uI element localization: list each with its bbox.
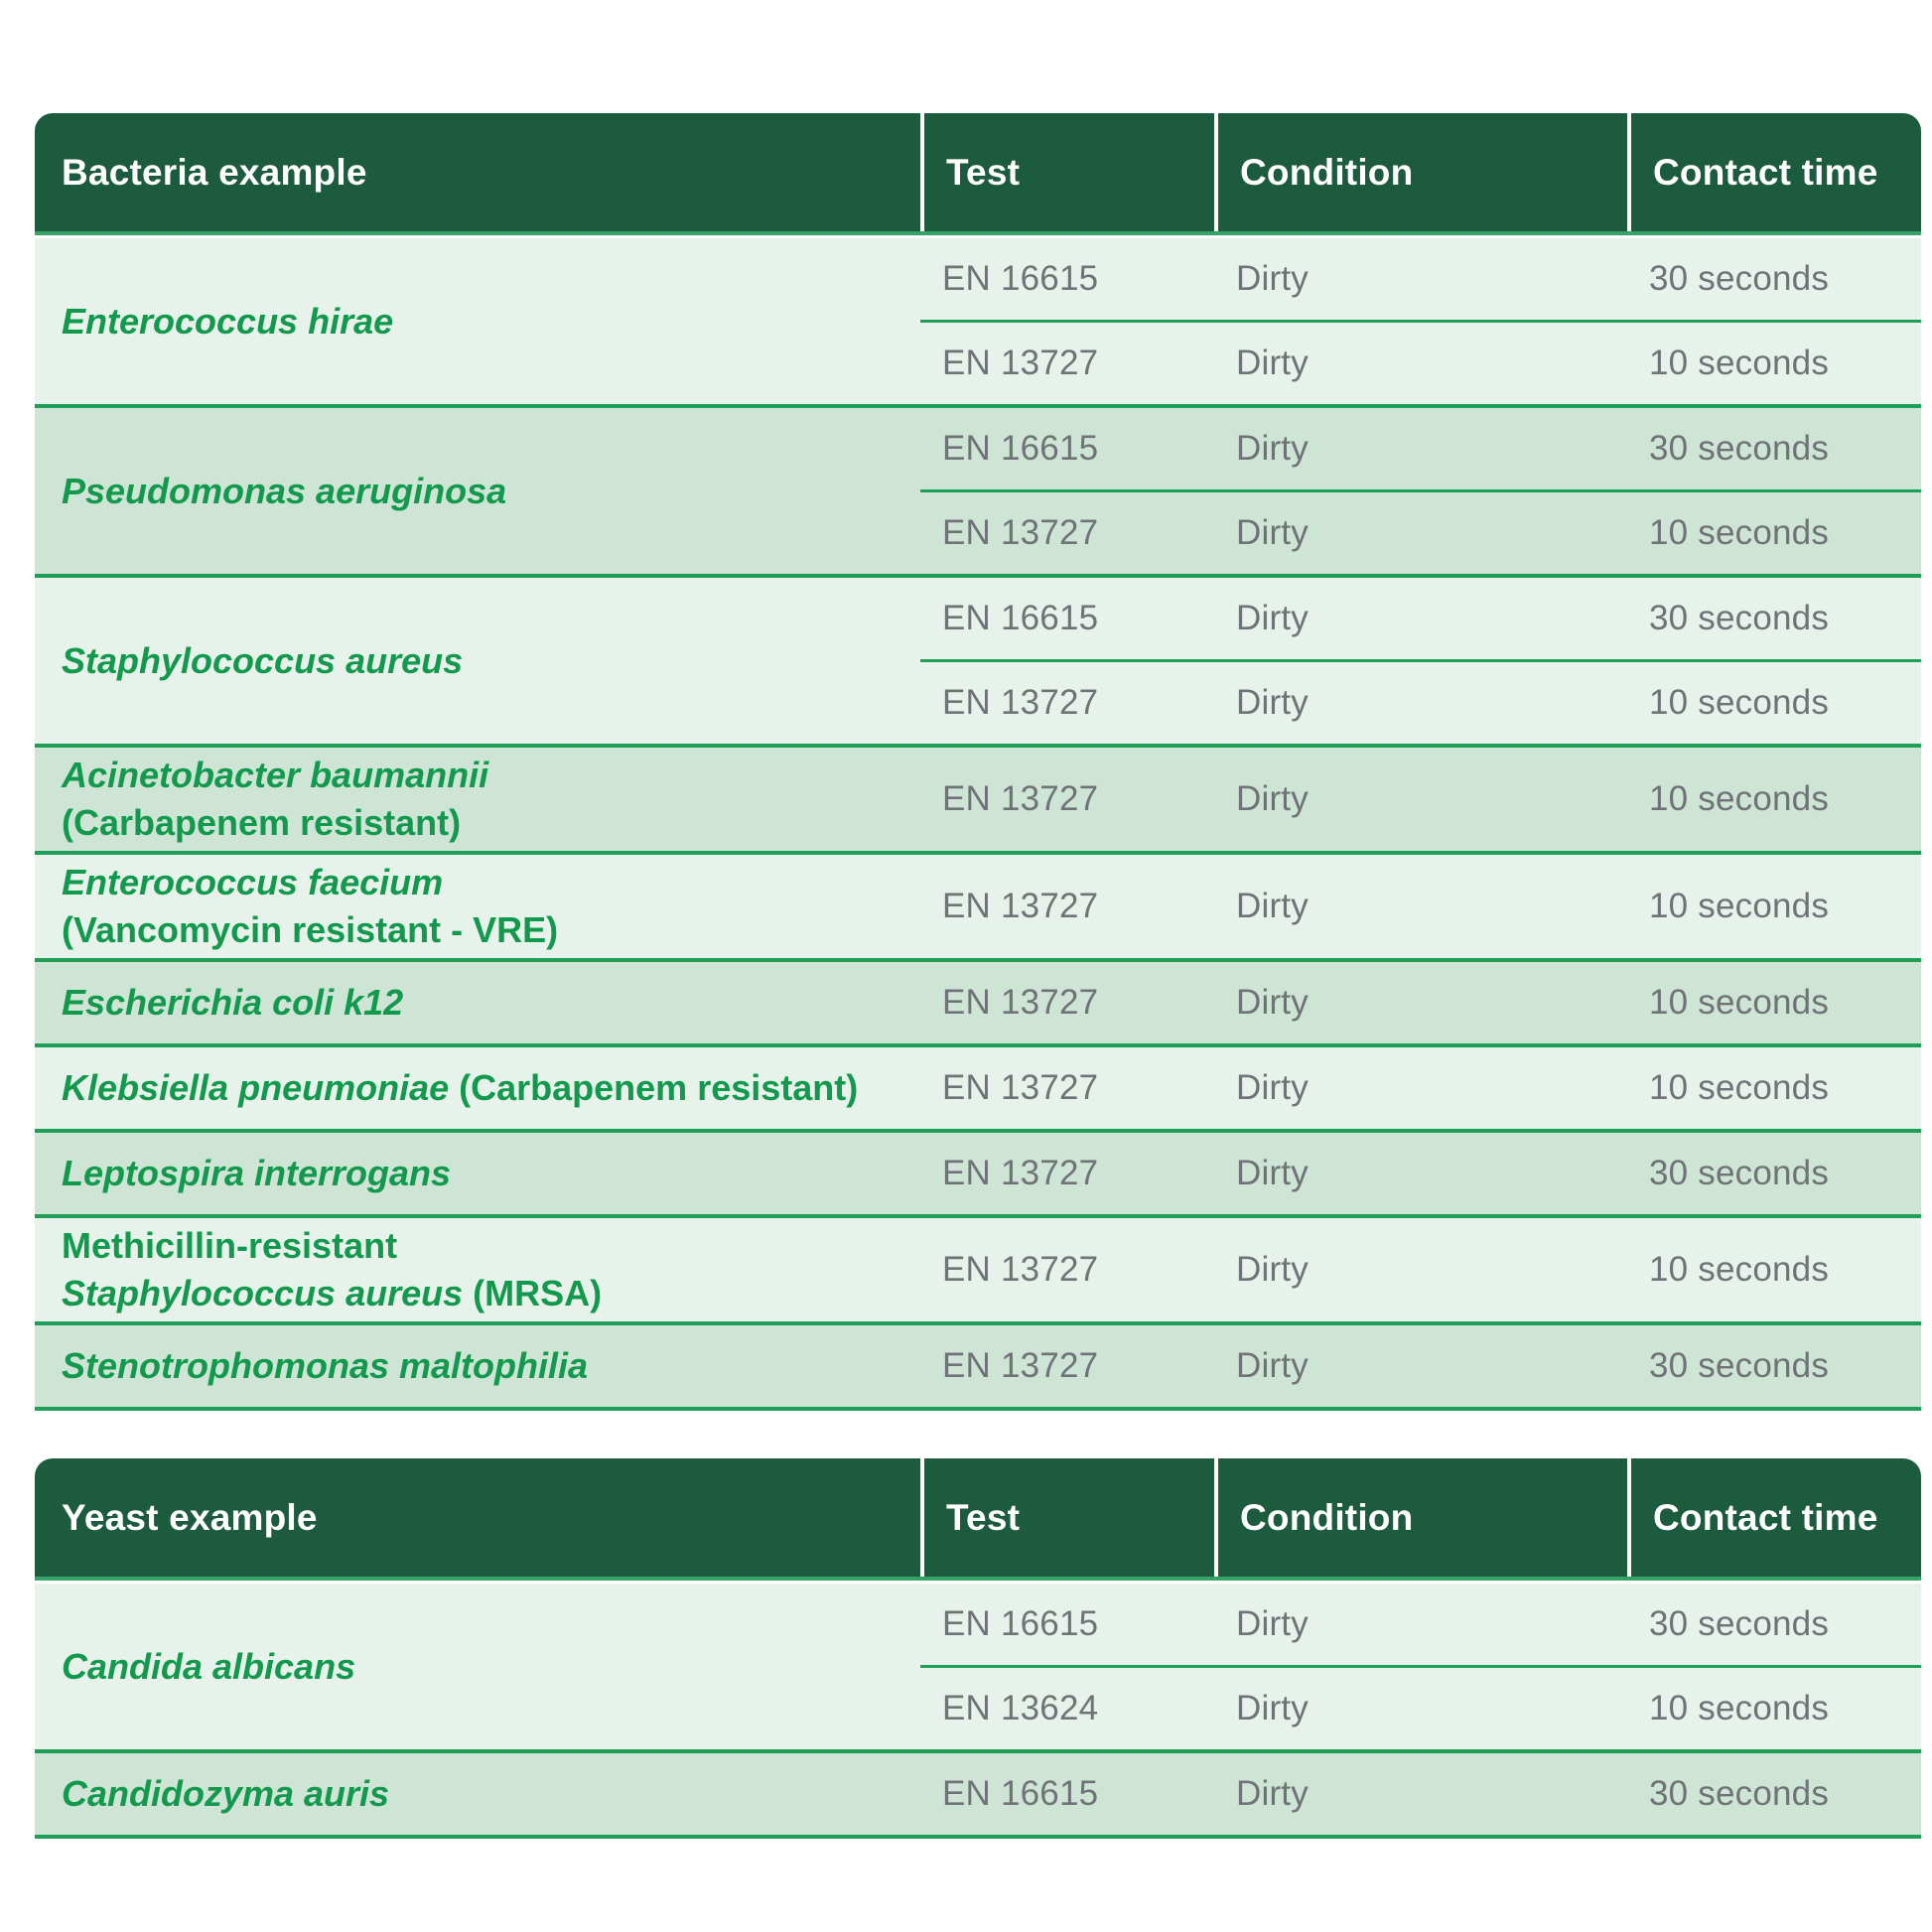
contact-time-cell: 30 seconds	[1649, 1604, 1830, 1643]
condition-cell: Dirty	[1236, 1689, 1309, 1727]
test-result-row	[920, 1753, 1921, 1835]
organism-name	[62, 1770, 389, 1818]
condition-cell: Dirty	[1236, 887, 1309, 925]
test-results	[920, 1325, 1921, 1407]
test-results	[920, 748, 1921, 851]
test-cell: EN 13727	[942, 983, 1099, 1022]
organism-name	[62, 1064, 858, 1112]
test-results	[920, 1133, 1921, 1214]
organism-name-cell	[35, 578, 920, 744]
test-cell: EN 13624	[942, 1689, 1099, 1727]
condition-cell: Dirty	[1236, 599, 1309, 637]
contact-time-cell: 10 seconds	[1649, 513, 1830, 552]
organism-name	[62, 1342, 588, 1390]
organism-name-cell	[35, 855, 920, 958]
organism-name-italic-part: Klebsiella pneumoniae	[62, 1067, 450, 1109]
test-cell: EN 16615	[942, 1774, 1099, 1813]
organism-name-plain-part: (Carbapenem resistant)	[449, 1067, 859, 1109]
table-row-group	[35, 1047, 1921, 1133]
condition-cell: Dirty	[1236, 1604, 1309, 1643]
test-result-row	[920, 578, 1921, 659]
table-header-row	[35, 113, 1921, 235]
test-cell: EN 13727	[942, 887, 1099, 925]
test-cell: EN 16615	[942, 599, 1099, 637]
test-result-row	[920, 659, 1921, 744]
organism-name-cell	[35, 1047, 920, 1129]
condition-cell: Dirty	[1236, 779, 1309, 818]
organism-name	[62, 637, 463, 685]
contact-time-cell: 10 seconds	[1649, 1068, 1830, 1107]
organism-name	[62, 298, 393, 345]
contact-time-cell: 30 seconds	[1649, 259, 1830, 298]
organism-name-italic-part: Leptospira interrogans	[62, 1153, 452, 1194]
test-cell: EN 13727	[942, 1154, 1099, 1192]
condition-cell: Dirty	[1236, 1154, 1309, 1192]
header-cell-yeast-example: Yeast example	[62, 1496, 318, 1538]
organism-name-plain-part: (Carbapenem resistant)	[62, 802, 462, 843]
organism-name-italic-part: Candidozyma auris	[62, 1773, 390, 1815]
test-cell: EN 13727	[942, 1068, 1099, 1107]
test-results	[920, 238, 1921, 404]
organism-name-cell	[35, 408, 920, 574]
test-results	[920, 962, 1921, 1043]
organism-name-cell	[35, 1218, 920, 1321]
condition-cell: Dirty	[1236, 429, 1309, 468]
test-result-row	[920, 1133, 1921, 1214]
test-cell: EN 16615	[942, 1604, 1099, 1643]
organism-name-cell	[35, 1584, 920, 1749]
contact-time-cell: 10 seconds	[1649, 983, 1830, 1022]
test-result-row	[920, 489, 1921, 574]
condition-cell: Dirty	[1236, 513, 1309, 552]
organism-name-italic-part: Escherichia coli k12	[62, 982, 404, 1024]
organism-name	[62, 859, 558, 953]
yeast-efficacy-table	[35, 1458, 1921, 1839]
organism-name-italic-part: Candida albicans	[62, 1645, 356, 1687]
test-cell: EN 13727	[942, 683, 1099, 722]
test-cell: EN 16615	[942, 429, 1099, 468]
test-results	[920, 1753, 1921, 1835]
organism-name-cell	[35, 1753, 920, 1835]
organism-name	[62, 1150, 451, 1197]
test-result-row	[920, 855, 1921, 958]
header-cell-test: Test	[920, 113, 1214, 231]
contact-time-cell: 10 seconds	[1649, 344, 1830, 382]
organism-name-italic-part: Acinetobacter baumannii	[62, 755, 489, 796]
organism-name-cell	[35, 962, 920, 1043]
condition-cell: Dirty	[1236, 259, 1309, 298]
test-result-row	[920, 748, 1921, 851]
test-result-row	[920, 1584, 1921, 1665]
test-cell: EN 16615	[942, 259, 1099, 298]
table-row-group	[35, 855, 1921, 962]
organism-name-plain-part: (Vancomycin resistant - VRE)	[62, 909, 559, 950]
table-header-row	[35, 1458, 1921, 1581]
contact-time-cell: 10 seconds	[1649, 887, 1830, 925]
test-cell: EN 13727	[942, 779, 1099, 818]
test-cell: EN 13727	[942, 344, 1099, 382]
contact-time-cell: 30 seconds	[1649, 1154, 1830, 1192]
condition-cell: Dirty	[1236, 1068, 1309, 1107]
test-results	[920, 1584, 1921, 1749]
organism-name	[62, 752, 488, 846]
test-cell: EN 13727	[942, 1250, 1099, 1289]
organism-name-italic-part: Enterococcus hirae	[62, 300, 394, 342]
table-row-group	[35, 748, 1921, 855]
test-result-row	[920, 1047, 1921, 1129]
header-cell-condition: Condition	[1214, 1458, 1627, 1577]
header-cell-condition: Condition	[1214, 113, 1627, 231]
contact-time-cell: 30 seconds	[1649, 429, 1830, 468]
table-row-group	[35, 1218, 1921, 1325]
organism-name	[62, 979, 403, 1027]
condition-cell: Dirty	[1236, 1346, 1309, 1385]
organism-name-italic-part: Staphylococcus aureus	[62, 639, 464, 681]
contact-time-cell: 10 seconds	[1649, 1689, 1830, 1727]
table-row-group	[35, 962, 1921, 1047]
organism-name	[62, 468, 506, 515]
table-row-group	[35, 1133, 1921, 1218]
organism-name	[62, 1643, 355, 1691]
condition-cell: Dirty	[1236, 344, 1309, 382]
test-cell: EN 13727	[942, 513, 1099, 552]
organism-name-plain-part: (MRSA)	[463, 1273, 603, 1313]
header-cell-contact-time: Contact time	[1627, 113, 1921, 231]
table-row-group	[35, 1584, 1921, 1753]
organism-name-cell	[35, 1133, 920, 1214]
test-results	[920, 408, 1921, 574]
contact-time-cell: 30 seconds	[1649, 599, 1830, 637]
datasheet-page	[35, 113, 1921, 1839]
test-results	[920, 578, 1921, 744]
test-cell: EN 13727	[942, 1346, 1099, 1385]
contact-time-cell: 30 seconds	[1649, 1774, 1830, 1813]
header-cell-contact-time: Contact time	[1627, 1458, 1921, 1577]
contact-time-cell: 30 seconds	[1649, 1346, 1830, 1385]
table-row-group	[35, 238, 1921, 408]
organism-name-italic-part: Staphylococcus aureus	[62, 1273, 464, 1313]
bacteria-efficacy-table	[35, 113, 1921, 1411]
header-cell-test: Test	[920, 1458, 1214, 1577]
organism-name-italic-part: Stenotrophomonas maltophilia	[62, 1345, 589, 1387]
test-result-row	[920, 238, 1921, 320]
test-result-row	[920, 1218, 1921, 1321]
organism-name-italic-part: Pseudomonas aeruginosa	[62, 470, 507, 511]
organism-name-cell	[35, 1325, 920, 1407]
organism-name-italic-part: Enterococcus faecium	[62, 862, 444, 903]
organism-name-cell	[35, 748, 920, 851]
table-row-group	[35, 578, 1921, 748]
table-row-group	[35, 1753, 1921, 1839]
condition-cell: Dirty	[1236, 683, 1309, 722]
condition-cell: Dirty	[1236, 983, 1309, 1022]
table-row-group	[35, 408, 1921, 578]
test-result-row	[920, 1325, 1921, 1407]
contact-time-cell: 10 seconds	[1649, 1250, 1830, 1289]
organism-name-cell	[35, 238, 920, 404]
table-row-group	[35, 1325, 1921, 1411]
organism-name-plain-part: Methicillin-resistant	[62, 1225, 398, 1267]
condition-cell: Dirty	[1236, 1774, 1309, 1813]
header-cell-bacteria-example: Bacteria example	[62, 151, 367, 193]
condition-cell: Dirty	[1236, 1250, 1309, 1289]
organism-name	[62, 1222, 602, 1316]
contact-time-cell: 10 seconds	[1649, 779, 1830, 818]
test-result-row	[920, 408, 1921, 489]
test-result-row	[920, 962, 1921, 1043]
test-result-row	[920, 1665, 1921, 1749]
contact-time-cell: 10 seconds	[1649, 683, 1830, 722]
test-results	[920, 1047, 1921, 1129]
test-result-row	[920, 320, 1921, 404]
test-results	[920, 1218, 1921, 1321]
test-results	[920, 855, 1921, 958]
